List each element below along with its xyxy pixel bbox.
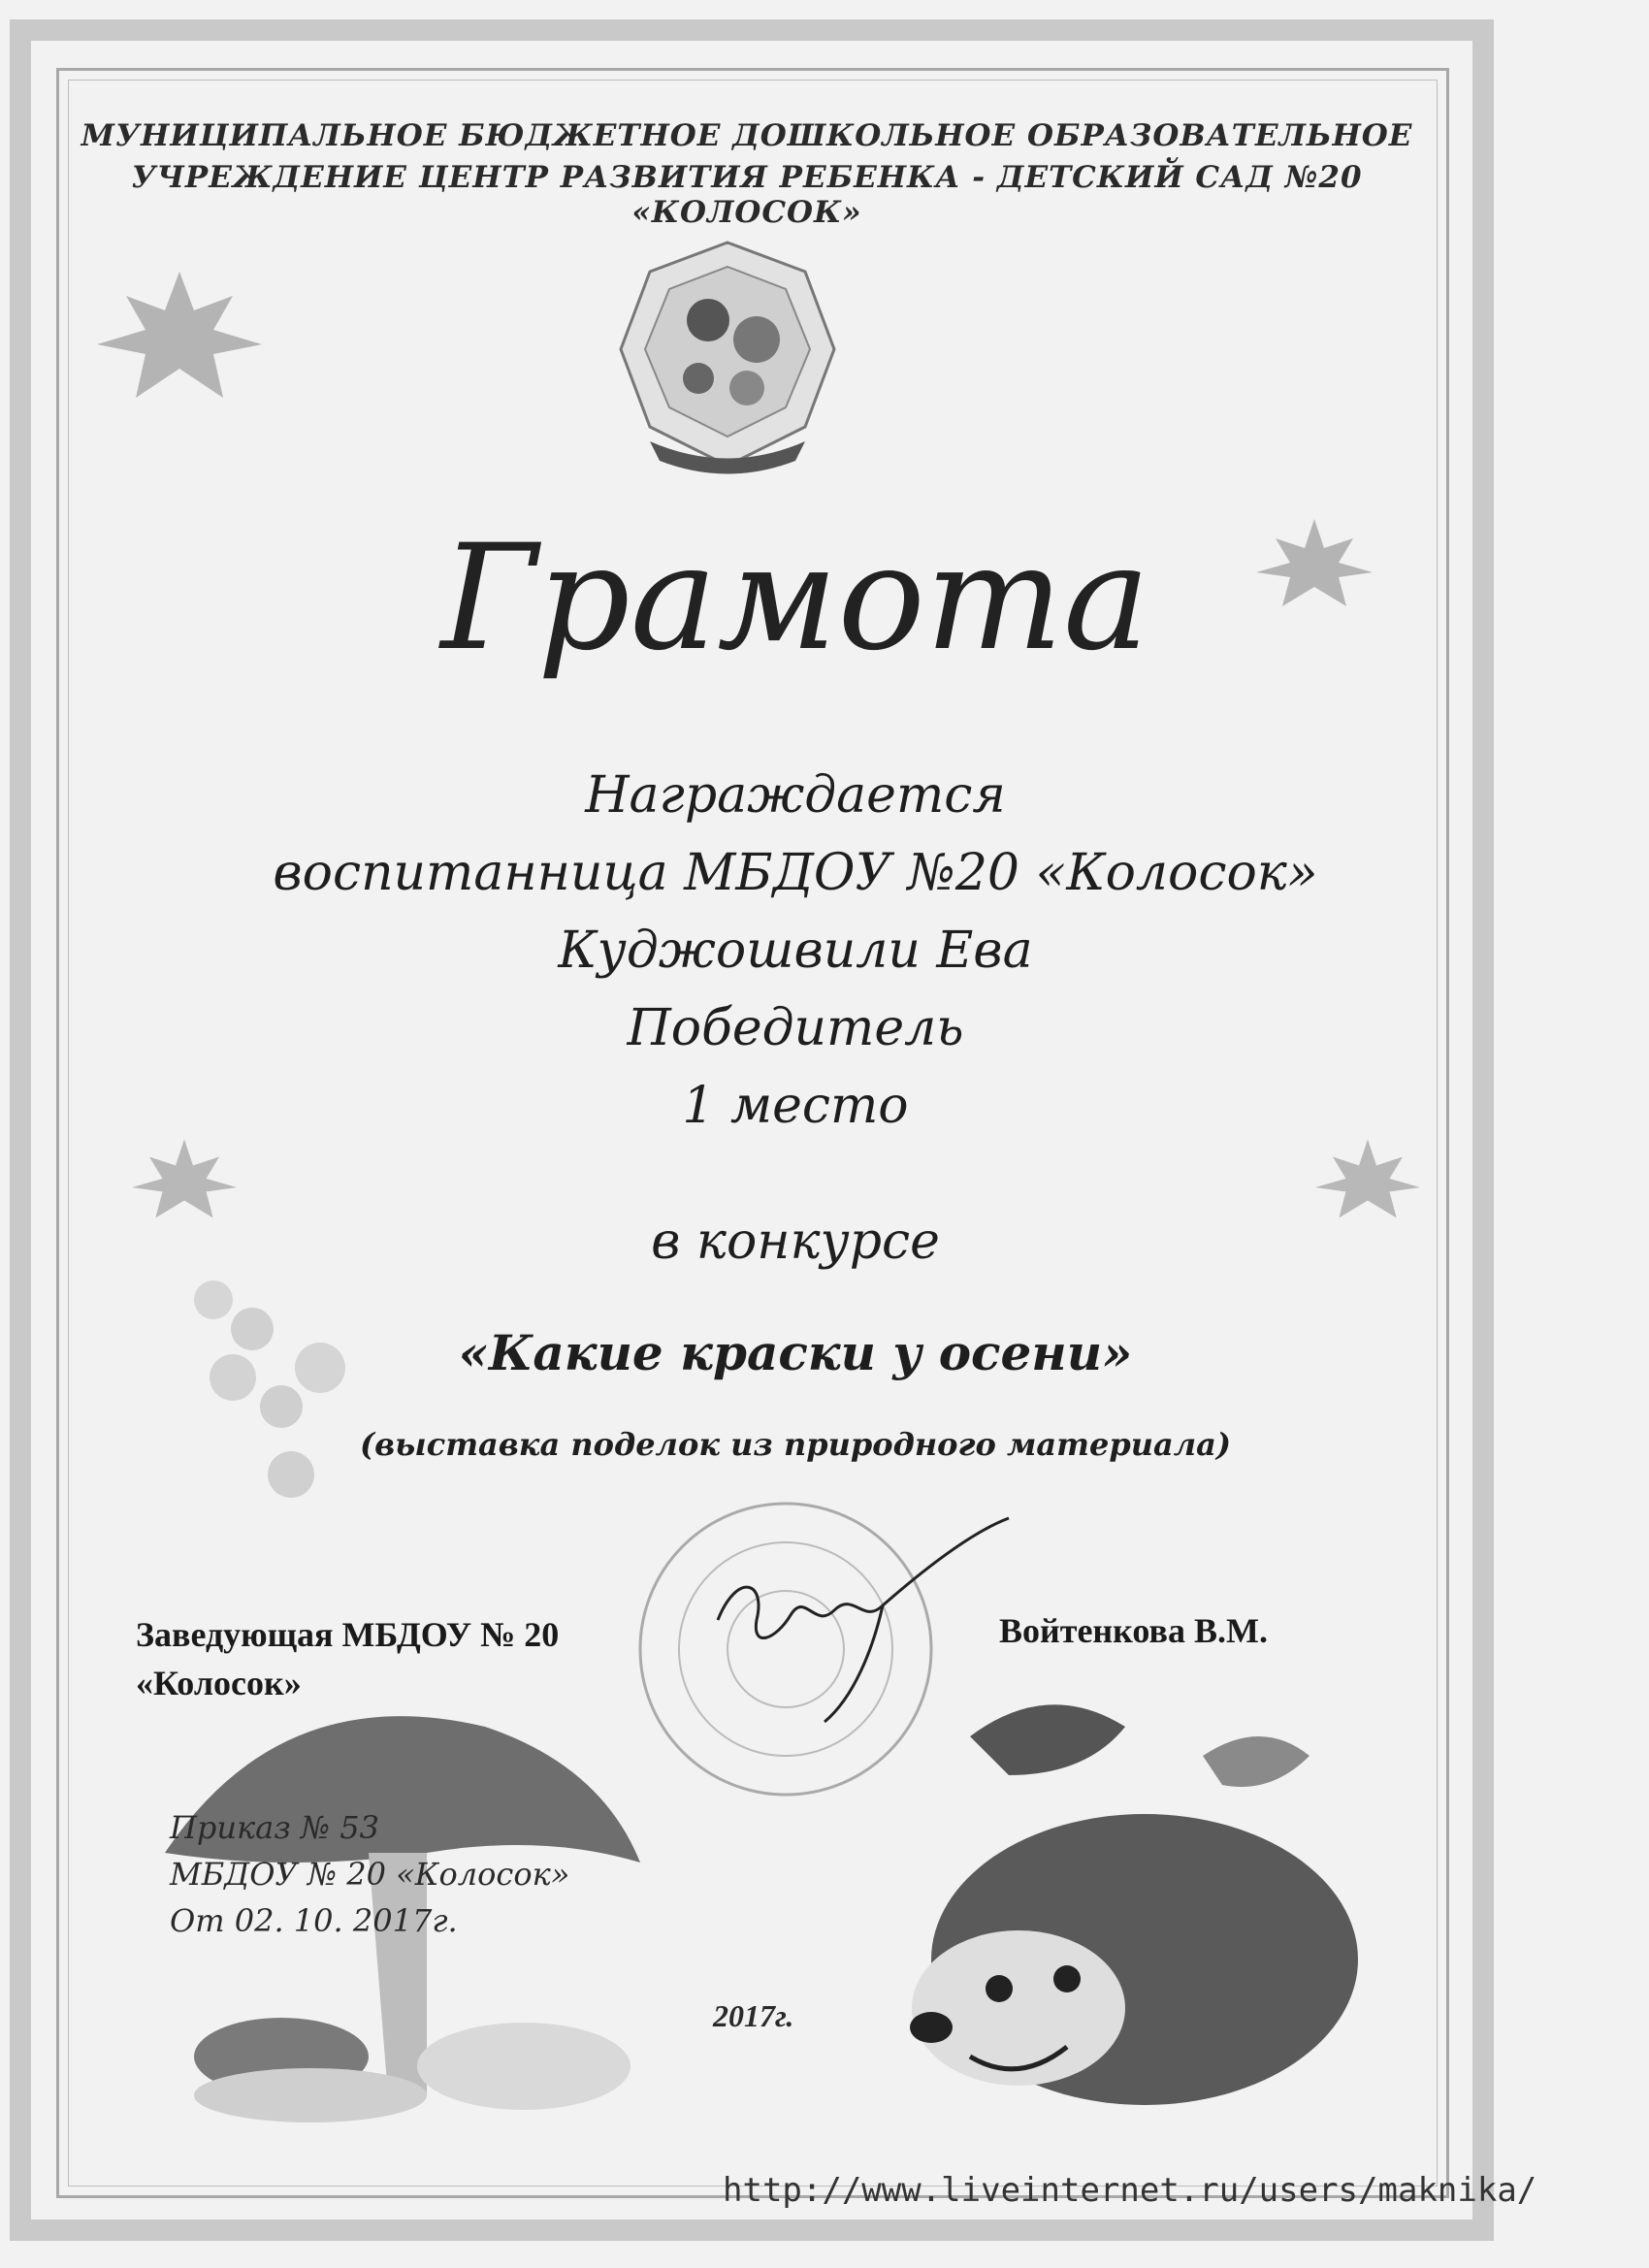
award-recipient-group: воспитанница МБДОУ №20 «Колосок»: [273, 844, 1318, 902]
award-result: Победитель: [627, 999, 964, 1057]
signatory-position-line-2: «Колосок»: [136, 1664, 302, 1702]
award-intro: Награждается: [585, 766, 1006, 825]
hedgehog-illustration: [854, 1639, 1397, 2124]
signatory-position-line-1: Заведующая МБДОУ № 20: [136, 1615, 560, 1654]
institution-name-line-2: УЧРЕЖДЕНИЕ ЦЕНТР РАЗВИТИЯ РЕБЕНКА - ДЕТСКИЙ САД №20 «КОЛОСОК»: [131, 160, 1363, 230]
order-reference: [170, 1804, 569, 1944]
watermark-url: http://www.liveinternet.ru/users/maknika/: [723, 2171, 1537, 2210]
order-institution: МБДОУ № 20 «Колосок»: [170, 1856, 570, 1893]
order-number: Приказ № 53: [170, 1809, 379, 1846]
institution-name-line-1: МУНИЦИПАЛЬНОЕ БЮДЖЕТНОЕ ДОШКОЛЬНОЕ ОБРАЗОВАТЕЛЬНОЕ: [81, 118, 1413, 153]
maple-leaf-icon: [87, 262, 272, 407]
berries-icon: [175, 1261, 388, 1552]
maple-leaf-icon: [126, 1135, 242, 1222]
order-date: От 02. 10. 2017г.: [170, 1902, 458, 1939]
award-place: 1 место: [682, 1077, 909, 1135]
signatory-name: Войтенкова В.М.: [999, 1611, 1268, 1650]
maple-leaf-icon: [1310, 1135, 1426, 1222]
contest-name: «Какие краски у осени»: [458, 1324, 1133, 1381]
certificate-title: Грамота: [440, 514, 1150, 683]
recipient-name: Куджошвили Ева: [558, 922, 1033, 980]
contest-note: (выставка поделок из природного материала): [359, 1426, 1232, 1463]
contest-intro: в конкурсе: [651, 1213, 940, 1271]
issue-year: 2017г.: [713, 1998, 794, 2033]
kindergarten-emblem: [611, 233, 844, 485]
